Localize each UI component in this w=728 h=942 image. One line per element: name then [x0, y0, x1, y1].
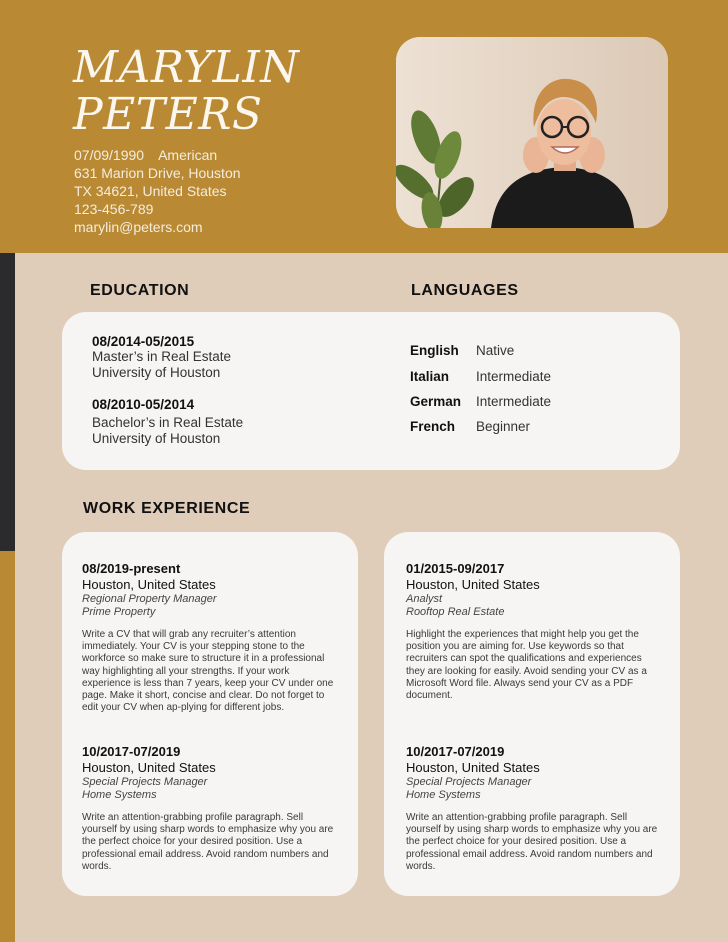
- job-location: Houston, United States: [82, 577, 216, 592]
- education-entry: [92, 397, 243, 447]
- job-entry: [82, 561, 337, 714]
- language-name: Italian: [410, 369, 450, 384]
- job-date: 10/2017-07/2019: [406, 744, 505, 759]
- job-description: Write a CV that will grab any recruiter’s attention immediately. Your CV is your stepping stone to the workforce so make sure to structure it in a professional way highlighting all your strengths. If your work experience is less than 7 years, keep your CV under one page. Make it short, concise and clear. Do not forget to edit your CV when ap-plying for different jobs.: [82, 629, 334, 714]
- job-location: Houston, United States: [406, 760, 540, 775]
- job-role: Special Projects Manager: [82, 776, 208, 788]
- job-company: Rooftop Real Estate: [406, 606, 505, 618]
- education-degree: Bachelor’s in Real Estate: [92, 415, 244, 430]
- left-accent-dark: [0, 253, 15, 551]
- language-level: Intermediate: [476, 369, 552, 384]
- job-date: 01/2015-09/2017: [406, 561, 505, 576]
- work-experience-title: WORK EXPERIENCE: [83, 500, 251, 517]
- name-line-2: PETERS: [73, 89, 263, 140]
- birthdate: 07/09/1990: [74, 147, 145, 163]
- nationality: American: [158, 147, 218, 163]
- left-accent-gold: [0, 551, 15, 942]
- address-line-2: TX 34621, United States: [74, 183, 227, 199]
- language-name: French: [410, 419, 456, 434]
- job-description: Write an attention-grabbing profile paragraph. Sell yourself by using sharp words to emphasize why you are the perfect choice for your desired position. Use a professional email address. Avoid random numbers and words.: [406, 812, 658, 872]
- education-date: 08/2010-05/2014: [92, 397, 195, 412]
- job-company: Home Systems: [406, 789, 481, 801]
- language-name: German: [410, 394, 462, 409]
- education-title: EDUCATION: [90, 282, 190, 299]
- language-level: Intermediate: [476, 394, 552, 409]
- job-date: 08/2019-present: [82, 561, 181, 576]
- email: marylin@peters.com: [74, 219, 203, 235]
- job-role: Special Projects Manager: [406, 776, 532, 788]
- education-school: University of Houston: [92, 365, 221, 380]
- language-row: [410, 419, 530, 434]
- education-entry: [92, 334, 231, 381]
- language-row: [410, 369, 551, 384]
- languages-title: LANGUAGES: [411, 282, 519, 299]
- contact-info: [74, 146, 241, 236]
- name-line-1: MARYLIN: [73, 42, 300, 93]
- language-row: [410, 394, 551, 409]
- portrait-illustration: [396, 37, 668, 228]
- job-entry: [406, 744, 661, 873]
- language-level: Beginner: [476, 419, 531, 434]
- job-entry: [406, 561, 661, 702]
- job-entry: [82, 744, 337, 873]
- profile-photo: [396, 37, 668, 228]
- job-location: Houston, United States: [82, 760, 216, 775]
- job-company: Home Systems: [82, 789, 157, 801]
- job-role: Analyst: [406, 593, 443, 605]
- language-name: English: [410, 343, 459, 358]
- job-description: Write an attention-grabbing profile paragraph. Sell yourself by using sharp words to emphasize why you are the perfect choice for your desired position. Use a professional email address. Avoid random numbers and words.: [82, 812, 334, 872]
- job-company: Prime Property: [82, 606, 156, 618]
- education-degree: Master’s in Real Estate: [92, 349, 232, 364]
- phone: 123-456-789: [74, 201, 154, 217]
- education-date: 08/2014-05/2015: [92, 334, 195, 349]
- education-school: University of Houston: [92, 431, 221, 446]
- language-row: [410, 343, 514, 358]
- job-location: Houston, United States: [406, 577, 540, 592]
- job-description: Highlight the experiences that might help you get the position you are aiming for. Use keywords so that recruiters can spot the qualifications and experiences they are looking for easily. Avoid sending your CV as a Microsoft Word file. Always send your CV as a PDF document.: [406, 629, 647, 702]
- candidate-name: [73, 44, 299, 138]
- language-level: Native: [476, 343, 515, 358]
- job-role: Regional Property Manager: [82, 593, 217, 605]
- job-date: 10/2017-07/2019: [82, 744, 181, 759]
- address-line-1: 631 Marion Drive, Houston: [74, 165, 241, 181]
